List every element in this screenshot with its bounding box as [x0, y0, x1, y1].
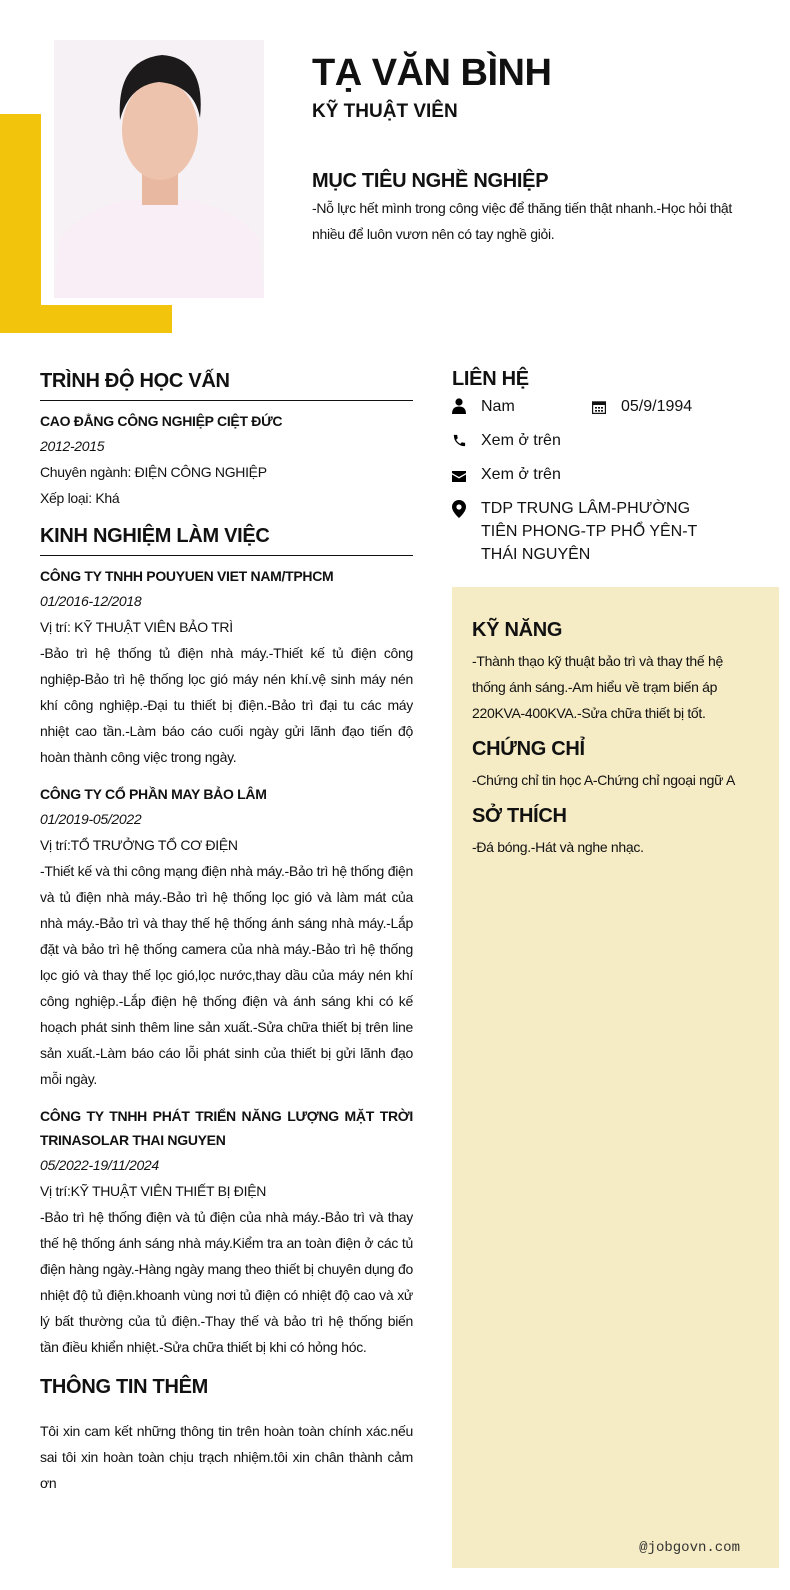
contact-section — [452, 368, 752, 566]
accent-bar-horizontal — [0, 305, 172, 333]
contact-row — [452, 429, 752, 455]
person-icon — [452, 395, 481, 421]
skills-heading: KỸ NĂNG — [472, 619, 563, 641]
sidebar-panel — [452, 587, 779, 1568]
certificates-heading: CHỨNG CHỈ — [472, 738, 585, 760]
job-period: 01/2016-12/2018 — [40, 593, 142, 609]
job-company: CÔNG TY TNHH POUYUEN VIET NAM/TPHCM — [40, 568, 334, 584]
job-position: Vị trí:KỸ THUẬT VIÊN THIẾT BỊ ĐIỆN — [40, 1183, 267, 1199]
job-description: -Bảo trì hệ thống điện và tủ điện của nhà máy.-Bảo trì và thay thế hệ thống ánh sáng nhà máy.Kiểm tra an toàn điện ở các tủ điện hàng ngày.-Hàng ngày mang theo thiết bị chuyên dụng đo nhiệt độ tủ điện.khoanh vùng nơi tủ điện có nhiệt độ cao và xử lý bất thường của tủ điện.-Thay thế và bảo trì hệ thống biến tần điều khiển nhiệt.-Sửa chữa thiết bị khi có hỏng hóc. — [40, 1209, 413, 1355]
experience-section — [40, 525, 413, 1360]
contact-row — [452, 395, 752, 421]
job-period: 01/2019-05/2022 — [40, 811, 142, 827]
phone-icon — [452, 429, 481, 455]
job-position: Vị trí:TỔ TRƯỞNG TỔ CƠ ĐIỆN — [40, 837, 238, 853]
contact-row — [452, 497, 752, 566]
job-description: -Bảo trì hệ thống tủ điện nhà máy.-Thiết kế tủ điện công nghiệp-Bảo trì hệ thống lọc gió máy nén khí.vệ sinh máy nén khí công nghiệp.-Đại tu thiết bị điện.-Bảo trì đại tu các máy nhiệt cao tần.-Làm báo cáo cuối ngày gửi lãnh đạo tiến độ hoàn thành công việc trong ngày. — [40, 645, 413, 765]
job-company: CÔNG TY CỔ PHẦN MAY BẢO LÂM — [40, 786, 267, 802]
skills-text: -Thành thạo kỹ thuật bảo trì và thay thế hệ thống ánh sáng.-Am hiểu về trạm biến áp 220KVA-400KVA.-Sửa chữa thiết bị tốt. — [472, 653, 723, 721]
job-position: Vị trí: KỸ THUẬT VIÊN BẢO TRÌ — [40, 619, 233, 635]
job-entry — [40, 1104, 413, 1360]
hobbies-heading: SỞ THÍCH — [472, 805, 567, 827]
objective-section — [312, 170, 732, 247]
contact-row — [452, 463, 752, 489]
education-section — [40, 370, 413, 511]
gender: Nam — [481, 398, 515, 415]
job-title: KỸ THUẬT VIÊN — [312, 101, 458, 122]
address: TDP TRUNG LÂM-PHƯỜNG TIÊN PHONG-TP PHỔ YÊN-T THÁI NGUYÊN — [481, 500, 698, 563]
job-entry — [40, 564, 413, 770]
additional-info-section — [40, 1376, 413, 1496]
watermark: @jobgovn.com — [639, 1540, 740, 1556]
education-period: 2012-2015 — [40, 438, 105, 454]
objective-text: -Nỗ lực hết mình trong công việc để thăng tiến thật nhanh.-Học hỏi thật nhiều để luôn vươn nên có tay nghề giỏi. — [312, 200, 733, 242]
school-name: CAO ĐẲNG CÔNG NGHIỆP CIỆT ĐỨC — [40, 413, 283, 429]
job-period: 05/2022-19/11/2024 — [40, 1157, 159, 1173]
job-description: -Thiết kế và thi công mạng điện nhà máy.-Bảo trì hệ thống điện và tủ điện nhà máy.-Bảo trì hệ thống lọc gió và làm mát của nhà máy.-Bảo trì và thay thế hệ thống ánh sáng nhà máy.-Lắp đặt và bảo trì hệ thống camera của nhà máy.-Bảo trì hệ thống lọc gió và thay thế lọc gió,lọc nước,thay dầu của máy nén khí công nghiệp.-Lắp điện hệ thống điện và ánh sáng khi có kế hoạch phát sinh thêm line sản xuất.-Sửa chữa thiết bị trên line sản xuất.-Làm báo cáo lỗi phát sinh của thiết bị gửi lãnh đạo mỗi ngày. — [40, 863, 413, 1087]
hobbies-text: -Đá bóng.-Hát và nghe nhạc. — [472, 839, 644, 855]
certificates-text: -Chứng chỉ tin học A-Chứng chỉ ngoại ngữ A — [472, 772, 736, 788]
job-entry — [40, 782, 413, 1092]
contact-heading: LIÊN HỆ — [452, 368, 529, 390]
job-company: CÔNG TY TNHH PHÁT TRIỂN NĂNG LƯỢNG MẶT TRỜI TRINASOLAR THAI NGUYEN — [40, 1108, 413, 1148]
profile-photo — [54, 40, 264, 298]
birthday: 05/9/1994 — [621, 398, 693, 415]
additional-heading: THÔNG TIN THÊM — [40, 1376, 209, 1398]
email-icon — [452, 463, 481, 489]
additional-text: Tôi xin cam kết những thông tin trên hoàn toàn chính xác.nếu sai tôi xin hoàn toàn chịu trạch nhiệm.tôi xin chân thành cảm ơn — [40, 1423, 413, 1491]
phone: Xem ở trên — [481, 432, 561, 449]
location-pin-icon — [452, 497, 481, 525]
objective-heading: MỤC TIÊU NGHỀ NGHIỆP — [312, 170, 549, 192]
calendar-icon — [592, 395, 621, 421]
accent-bar-vertical — [0, 114, 41, 333]
candidate-name: TẠ VĂN BÌNH — [312, 52, 552, 94]
experience-heading: KINH NGHIỆM LÀM VIỆC — [40, 525, 413, 556]
education-heading: TRÌNH ĐỘ HỌC VẤN — [40, 370, 413, 401]
education-major: Chuyên ngành: ĐIỆN CÔNG NGHIỆP — [40, 464, 267, 480]
education-grade: Xếp loại: Khá — [40, 490, 120, 506]
email: Xem ở trên — [481, 466, 561, 483]
main-column — [40, 370, 413, 1496]
